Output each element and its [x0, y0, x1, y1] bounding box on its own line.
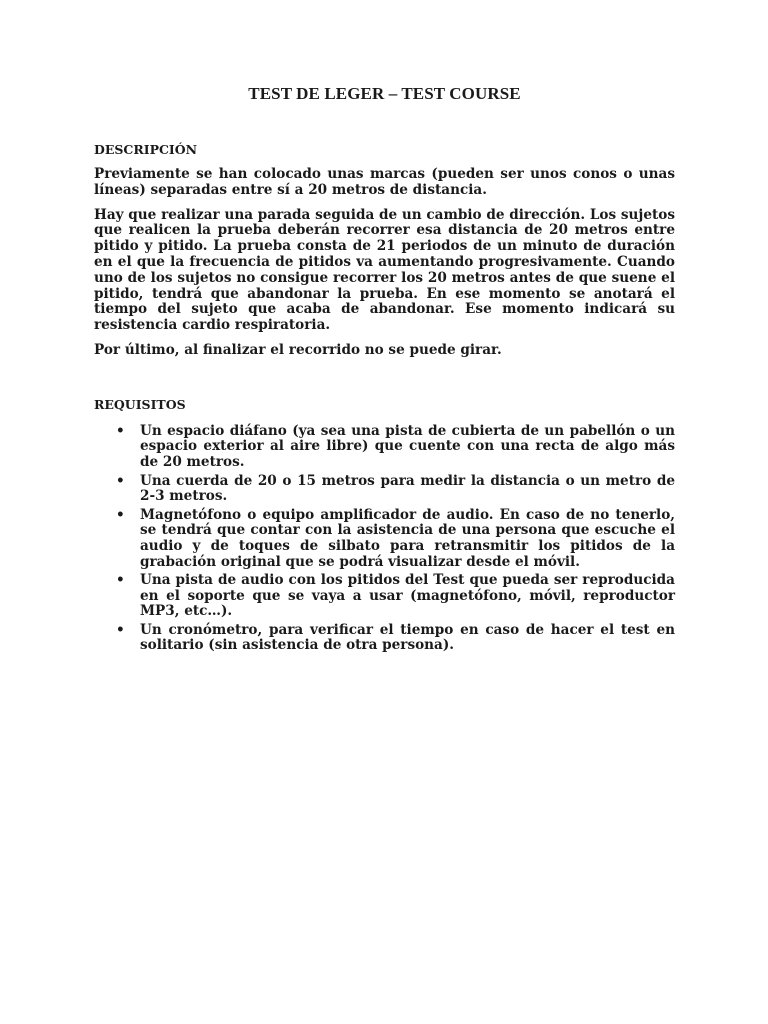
requirement-item	[94, 623, 675, 654]
requirement-item	[94, 508, 675, 570]
section-heading-description: DESCRIPCIÓN	[94, 142, 198, 157]
document-title: TEST DE LEGER – TEST COURSE	[248, 84, 521, 103]
requirement-text: Una pista de audio con los pitidos del Test que pueda ser reproducida en el soporte que se vaya a usar (magnetófono, móvil, reproductor MP3, etc…).	[140, 572, 675, 620]
bullet-icon: •	[116, 472, 125, 489]
requirement-text: Magnetófono o equipo amplificador de audio. En caso de no tenerlo, se tendrá que contar con la asistencia de una persona que escuche el audio y de toques de silbato para retransmitir los pitidos de la grabación original que se podrá visualizar desde el móvil.	[140, 506, 675, 570]
description-paragraph: Previamente se han colocado unas marcas (pueden ser unos conos o unas líneas) separadas entre sí a 20 metros de distancia.	[94, 166, 675, 198]
description-paragraph: Hay que realizar una parada seguida de un cambio de dirección. Los sujetos que realicen la prueba deberán recorrer esa distancia de 20 metros entre pitido y pitido. La prueba consta de 21 periodos de un minuto de duración en el que la frecuencia de pitidos va aumentando progresivamente. Cuando uno de los sujetos no consigue recorrer los 20 metros antes de que suene el pitido, tendrá que abandonar la prueba. En ese momento se anotará el tiempo del sujeto que acaba de abandonar. Ese momento indicará su resistencia cardio respiratoria.	[94, 206, 675, 334]
section-heading-requirements: REQUISITOS	[94, 396, 186, 412]
requirement-text: Una cuerda de 20 o 15 metros para medir la distancia o un metro de 2-3 metros.	[140, 472, 675, 505]
bullet-icon: •	[116, 506, 125, 523]
bullet-icon: •	[116, 572, 125, 589]
requirement-text: Un cronómetro, para verificar el tiempo en caso de hacer el test en solitario (sin asistencia de otra persona).	[140, 621, 675, 654]
bullet-icon: •	[116, 422, 125, 439]
document-page	[94, 84, 675, 657]
bullet-icon: •	[116, 621, 125, 638]
description-paragraph: Por último, al finalizar el recorrido no se puede girar.	[94, 341, 502, 358]
requirement-item	[94, 474, 675, 505]
requirements-list	[94, 424, 675, 654]
requirement-text: Un espacio diáfano (ya sea una pista de cubierta de un pabellón o un espacio exterior al aire libre) que cuente con una recta de algo más de 20 metros.	[140, 422, 675, 470]
section-spacer	[94, 368, 675, 397]
requirement-item	[94, 573, 675, 620]
requirement-item	[94, 424, 675, 471]
